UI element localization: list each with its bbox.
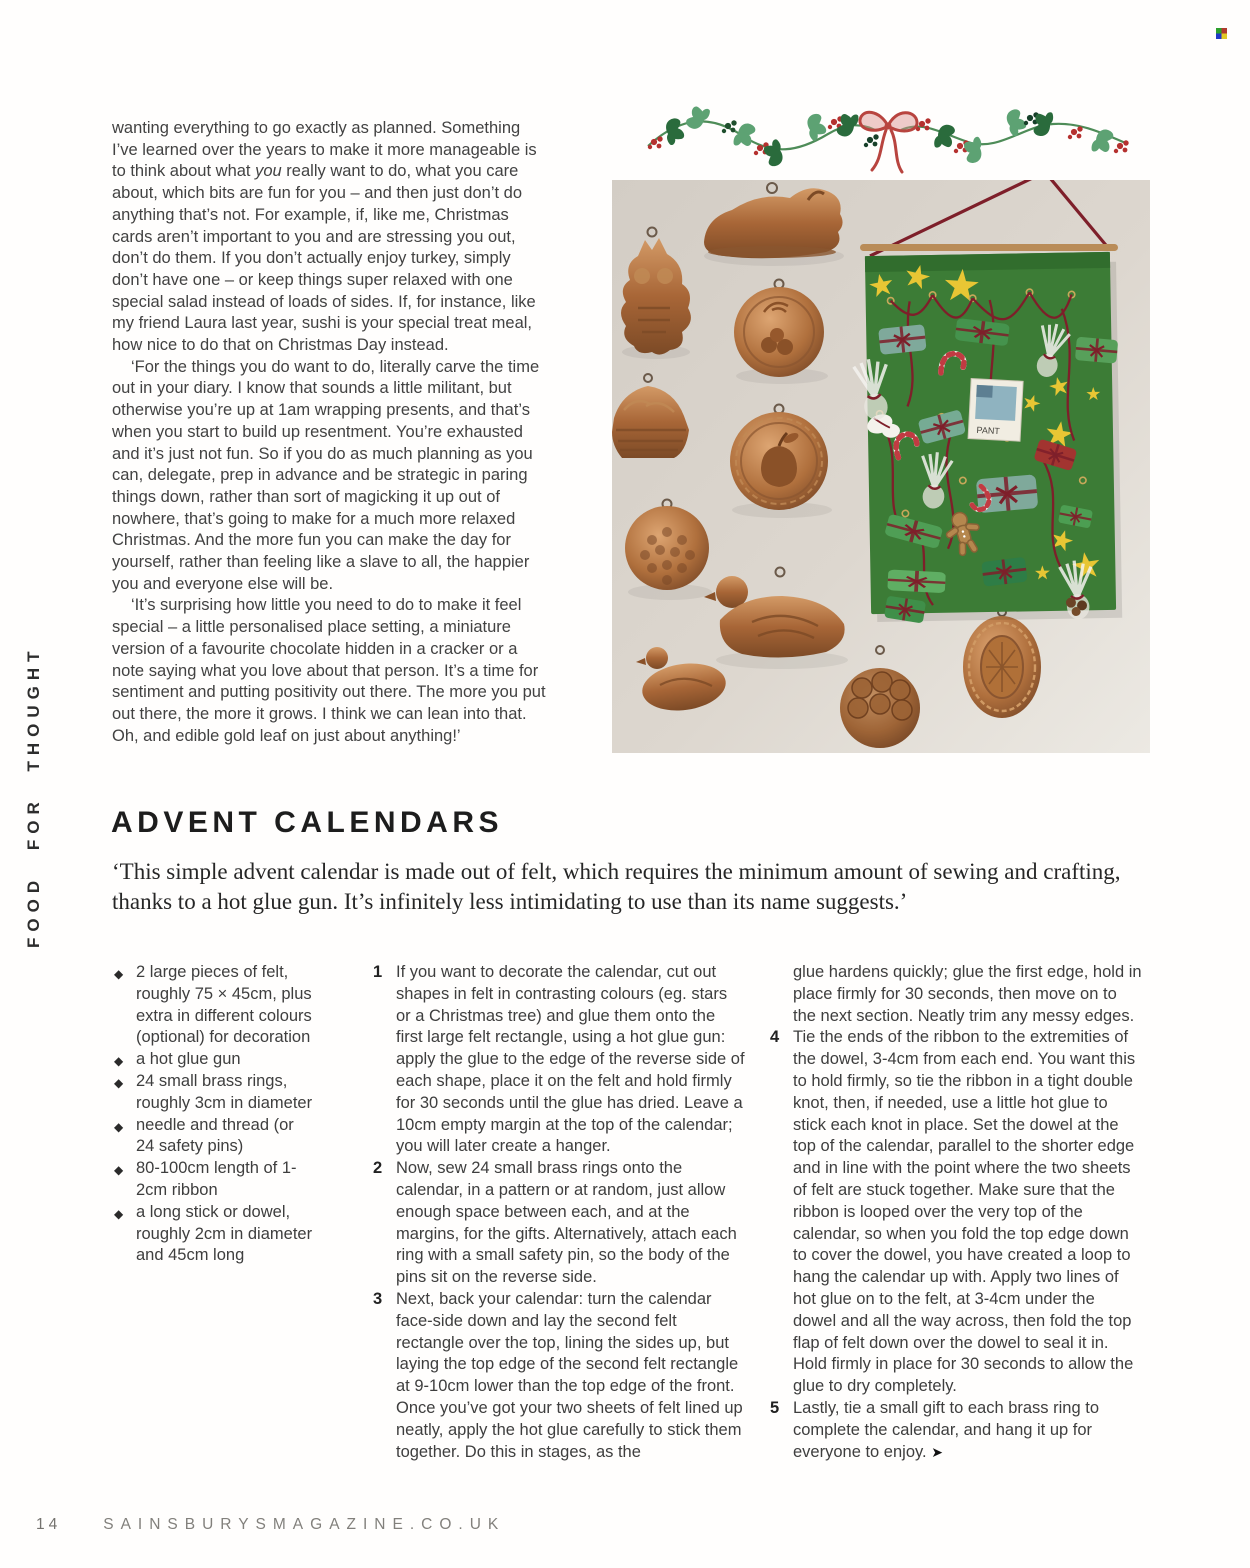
materials-item	[114, 1202, 314, 1267]
step-5	[770, 1398, 1142, 1463]
materials-item	[114, 1071, 314, 1115]
intro-copy	[112, 118, 549, 747]
page-footer	[36, 1516, 505, 1534]
materials-item-text: a hot glue gun	[136, 1050, 241, 1069]
corner-square-yellow	[1222, 34, 1228, 40]
step-1	[373, 962, 745, 1158]
intro-paragraph: ‘For the things you do want to do, literally carve the time out in your diary. I know that sounds a little militant, but otherwise you’re up at 1am wrapping presents, and that’s when you start to build up resentment. You’re exhausted and it’s just not fun. So if you do as much planning as you can, delegate, prep in advance and be strategic in paring things down, rather than sort of magicking it up out of nowhere, that’s going to make for a much more relaxed Christmas. And the more fun you can make the day for yourself, rather than feeling like a slave to all, the happier you and everyone else will be.	[112, 357, 540, 593]
holly-garland-illustration	[638, 86, 1136, 178]
pantone-card	[968, 379, 1023, 442]
standfirst-quote: ‘This simple advent calendar is made out of felt, which requires the minimum amount of sewing and crafting, thanks to a hot glue gun. It’s infinitely less intimidating to use than its name suggests.’	[112, 859, 1121, 914]
materials-item	[114, 962, 314, 1049]
materials-item	[114, 1049, 314, 1071]
step-number: 5	[770, 1398, 780, 1417]
materials-item	[114, 1158, 314, 1202]
section-strap-label: FOOD FOR THOUGHT	[24, 645, 43, 948]
diamond-bullet-icon: ◆	[114, 1054, 124, 1069]
materials-item-text: needle and thread (or 24 safety pins)	[136, 1115, 294, 1156]
step-2	[373, 1158, 745, 1289]
diamond-bullet-icon: ◆	[114, 1163, 124, 1178]
advent-calendar-photo	[612, 180, 1150, 753]
steps-column-2	[770, 962, 1142, 1463]
diamond-bullet-icon: ◆	[114, 1206, 124, 1221]
step-text: glue hardens quickly; glue the first edge, hold in place firmly for 30 seconds, then move on to the next section. Neatly trim any messy edges.	[793, 963, 1142, 1025]
step-text: Lastly, tie a small gift to each brass ring to complete the calendar, and hang it up for everyone to enjoy.	[793, 1398, 1099, 1461]
continues-arrow-icon: ➤	[931, 1443, 943, 1460]
step-number: 1	[373, 963, 383, 981]
step-3-continued	[770, 962, 1142, 1027]
garland-foliage	[648, 101, 1129, 172]
intro-text: really want to do, what you care about, which bits are fun for you – and then just don’t do anything that’s not. For example, if, like me, Christmas cards aren’t important to you and are stressing you out, don’t do them. If you don’t actually enjoy turkey, simply don’t have one – or keep things super relaxed with one special salad instead of loads of sides. If, for instance, like my friend Laura last year, sushi is your special treat meal, how nice to do that on Christmas Day instead.	[112, 162, 536, 355]
intro-paragraph: ‘It’s surprising how little you need to do to make it feel special – a little personalised place setting, a miniature version of a favourite chocolate hidden in a cracker or a note saying what you love about that person. It’s a time for sentiment and putting positivity out there. The more you put out there, the more it grows. I think we can lean into that. Oh, and edible gold leaf on just about anything!’	[112, 596, 546, 745]
materials-list	[114, 962, 314, 1267]
intro-paragraph	[112, 118, 549, 357]
step-text: If you want to decorate the calendar, cut out shapes in felt in contrasting colours (eg. stars or a Christmas tree) and glue them onto the first large felt rectangle, using a hot glue gun: apply the glue to the edge of the reverse side of each shape, place it on the felt and hold firmly for 30 seconds until the glue has dried. Leave a 10cm empty margin at the top of the calendar; you will later create a hanger.	[396, 963, 745, 1156]
materials-item-text: 24 small brass rings, roughly 3cm in diameter	[136, 1071, 313, 1112]
step-text: Now, sew 24 small brass rings onto the calendar, in a pattern or at random, just allow enough space between each, and at the margins, for the gifts. Alternatively, attach each ring with a small safety pin, so the body of the pins sit on the reverse side.	[396, 1159, 737, 1287]
diamond-bullet-icon: ◆	[114, 1075, 124, 1090]
intro-text-italic: you	[255, 162, 282, 181]
dowel	[860, 244, 1118, 251]
corner-square-green	[1216, 28, 1222, 34]
step-number: 4	[770, 1028, 780, 1047]
step-number: 3	[373, 1289, 383, 1308]
steps-column-1	[373, 962, 745, 1463]
step-number: 2	[373, 1159, 383, 1178]
materials-item-text: 80-100cm length of 1-2cm ribbon	[136, 1159, 297, 1199]
page-title: ADVENT CALENDARS	[111, 806, 504, 839]
step-4	[770, 1027, 1142, 1398]
corner-marker-icon	[1216, 28, 1227, 39]
magazine-url: SAINSBURYSMAGAZINE.CO.UK	[103, 1516, 506, 1533]
page-number: 14	[36, 1516, 62, 1533]
step-text: Tie the ends of the ribbon to the extremities of the dowel, 3-4cm from each end. You want this to hold firmly, so tie the ribbon in a tight double knot, then, if needed, use a little hot glue to stick each knot in place. Set the dowel at the top of the calendar, parallel to the shorter edge and in line with the point where the two sheets of felt are stuck together. Make sure that the ribbon is looped over the very top of the calendar, so when you fold the top edge down to cover the dowel, you have created a loop to hang the calendar up with. Apply two lines of hot glue on to the felt, at 3-4cm under the dowel and all the way across, then fold the top flap of felt down over the dowel to seal it in. Hold firmly in place for 30 seconds to allow the glue to dry completely.	[793, 1028, 1136, 1396]
materials-item-text: a long stick or dowel, roughly 2cm in diameter and 45cm long	[136, 1202, 313, 1265]
step-3	[373, 1289, 745, 1463]
diamond-bullet-icon: ◆	[114, 1119, 124, 1134]
corner-square-red	[1222, 28, 1228, 34]
intro-text: wanting everything to go exactly as planned. Something I’ve learned over the years to make it more manageable is to think about what	[112, 119, 537, 181]
materials-item-text: 2 large pieces of felt, roughly 75 × 45cm, plus extra in different colours (optional) for decoration	[136, 963, 312, 1047]
materials-item	[114, 1115, 314, 1159]
diamond-bullet-icon: ◆	[114, 967, 124, 981]
corner-square-blue	[1216, 34, 1222, 40]
card-text: PANT	[976, 424, 1001, 437]
step-text: Next, back your calendar: turn the calendar face-side down and lay the second felt rectangle over the top, lining the sides up, but laying the top edge of the second felt rectangle at 9-10cm lower than the top edge of the front. Once you’ve got your two sheets of felt lined up neatly, apply the hot glue carefully to stick them together. Do this in stages, as the	[396, 1289, 743, 1461]
advent-calendar	[851, 180, 1123, 625]
